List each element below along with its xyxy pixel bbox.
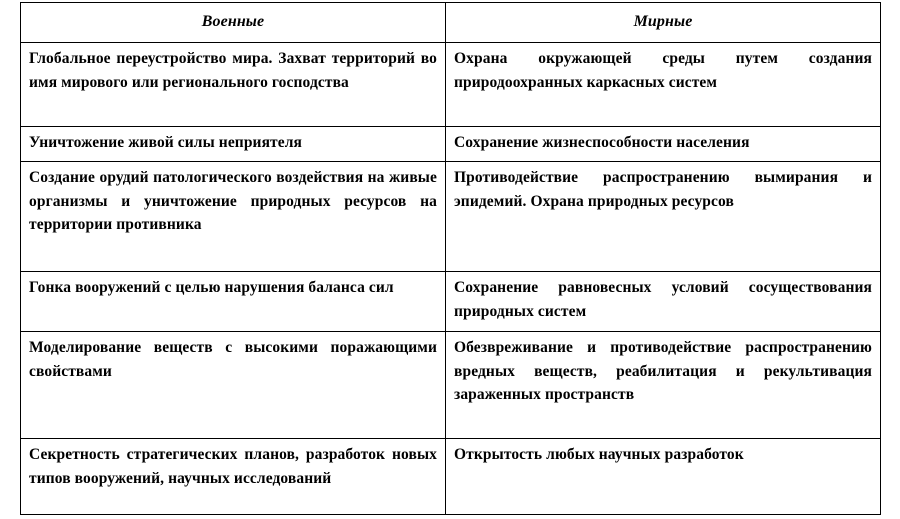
table-header-row (21, 3, 881, 43)
table-body (21, 43, 881, 515)
table-row (21, 127, 881, 162)
cell-peaceful-4 (446, 272, 881, 332)
cell-text: Создание орудий патологического воздействия на живые организмы и уничтожение природных ресурсов на территории противника (29, 169, 437, 234)
cell-text: Моделирование веществ с высокими поражающими свойствами (29, 339, 437, 380)
table-header (21, 3, 881, 43)
cell-military-4 (21, 272, 446, 332)
cell-text: Секретность стратегических планов, разработок новых типов вооружений, научных исследований (29, 446, 437, 487)
cell-peaceful-3 (446, 162, 881, 272)
cell-peaceful-5 (446, 332, 881, 439)
cell-military-3 (21, 162, 446, 272)
cell-military-6 (21, 439, 446, 515)
cell-text: Гонка вооружений с целью нарушения баланса сил (29, 279, 394, 296)
cell-peaceful-6 (446, 439, 881, 515)
cell-peaceful-1 (446, 43, 881, 127)
comparison-table (20, 2, 881, 515)
table-row (21, 439, 881, 515)
column-header-peaceful: Мирные (446, 3, 881, 43)
cell-text: Обезвреживание и противодействие распространению вредных веществ, реабилитация и рекультивация зараженных пространств (454, 339, 872, 404)
column-header-military: Военные (21, 3, 446, 43)
cell-text: Сохранение равновесных условий сосуществования природных систем (454, 279, 872, 320)
cell-military-1 (21, 43, 446, 127)
cell-text: Глобальное переустройство мира. Захват территорий во имя мирового или регионального господства (29, 50, 437, 91)
table-row (21, 162, 881, 272)
cell-text: Противодействие распространению вымирания и эпидемий. Охрана природных ресурсов (454, 169, 872, 210)
cell-text: Охрана окружающей среды путем создания природоохранных каркасных систем (454, 50, 872, 91)
cell-peaceful-2 (446, 127, 881, 162)
cell-military-2 (21, 127, 446, 162)
table-row (21, 332, 881, 439)
cell-military-5 (21, 332, 446, 439)
cell-text: Открытость любых научных разработок (454, 446, 744, 463)
cell-text: Уничтожение живой силы неприятеля (29, 134, 303, 151)
table-row (21, 272, 881, 332)
cell-text: Сохранение жизнеспособности населения (454, 134, 750, 151)
table-row (21, 43, 881, 127)
